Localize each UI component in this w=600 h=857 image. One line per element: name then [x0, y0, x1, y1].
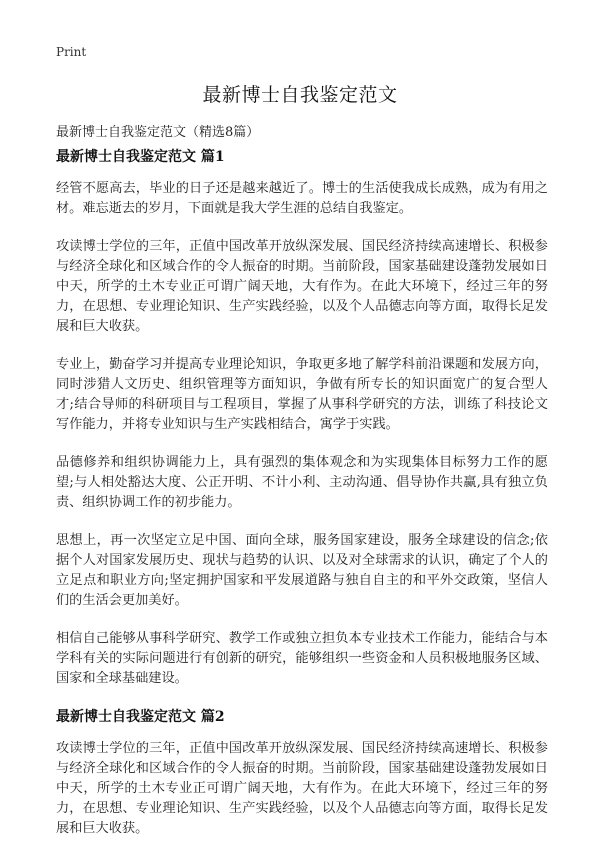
paragraph: 相信自己能够从事科学研究、教学工作或独立担负本专业技术工作能力，能结合与本学科有关的实际问题进行有创新的研究，能够组织一些资金和人员积极地服务区域、国家和全球基础建设。: [56, 631, 548, 686]
paragraph: 经管不愿高去，毕业的日子还是越来越近了。博士的生活使我成长成熟，成为有用之材。难忘逝去的岁月，下面就是我大学生涯的总结自我鉴定。: [56, 181, 548, 216]
paragraph: 专业上，勤奋学习并提高专业理论知识，争取更多地了解学科前沿课题和发展方向，同时涉猎人文历史、组织管理等方面知识，争做有所专长的知识面宽广的复合型人才;结合导师的科研项目与工程项目，掌握了从事科学研究的方法，训练了科技论文写作能力，并将专业知识与生产实践相结合，寓学于实践。: [56, 357, 548, 432]
paragraph: 攻读博士学位的三年，正值中国改革开放纵深发展、国民经济持续高速增长、积极参与经济全球化和区域合作的令人振奋的时期。当前阶段，国家基础建设蓬勃发展如日中天，所学的土木专业正可谓广阔天地，大有作为。在此大环境下，经过三年的努力，在思想、专业理论知识、生产实践经验，以及个人品德志向等方面，取得长足发展和巨大收获。: [56, 741, 548, 836]
paragraph: 品德修养和组织协调能力上，具有强烈的集体观念和为实现集体目标努力工作的愿望;与人相处豁达大度、公正开明、不计小利、主动沟通、倡导协作共赢,具有独立负责、组织协调工作的初步能力。: [56, 455, 548, 510]
print-link[interactable]: Print: [56, 45, 87, 59]
paragraph: 思想上，再一次坚定立足中国、面向全球，服务国家建设，服务全球建设的信念;依据个人对国家发展历史、现状与趋势的认识、以及对全球需求的认识，确定了个人的立足点和职业方向;坚定拥护国家和平发展道路与独自自主的和平外交政策，坚信人们的生活会更加美好。: [56, 533, 548, 608]
section-2: [56, 707, 548, 839]
paragraph: 攻读博士学位的三年，正值中国改革开放纵深发展、国民经济持续高速增长、积极参与经济全球化和区域合作的令人振奋的时期。当前阶段，国家基础建设蓬勃发展如日中天，所学的土木专业正可谓广阔天地，大有作为。在此大环境下，经过三年的努力，在思想、专业理论知识、生产实践经验，以及个人品德志向等方面，取得长足发展和巨大收获。: [56, 239, 548, 334]
document-title: 最新博士自我鉴定范文: [202, 84, 398, 106]
section-heading: 最新博士自我鉴定范文 篇1: [56, 149, 225, 165]
section-1: [56, 147, 548, 689]
section-heading: 最新博士自我鉴定范文 篇2: [56, 709, 225, 725]
document-subtitle: 最新博士自我鉴定范文（精选8篇）: [56, 125, 260, 140]
document-body: [56, 147, 548, 857]
